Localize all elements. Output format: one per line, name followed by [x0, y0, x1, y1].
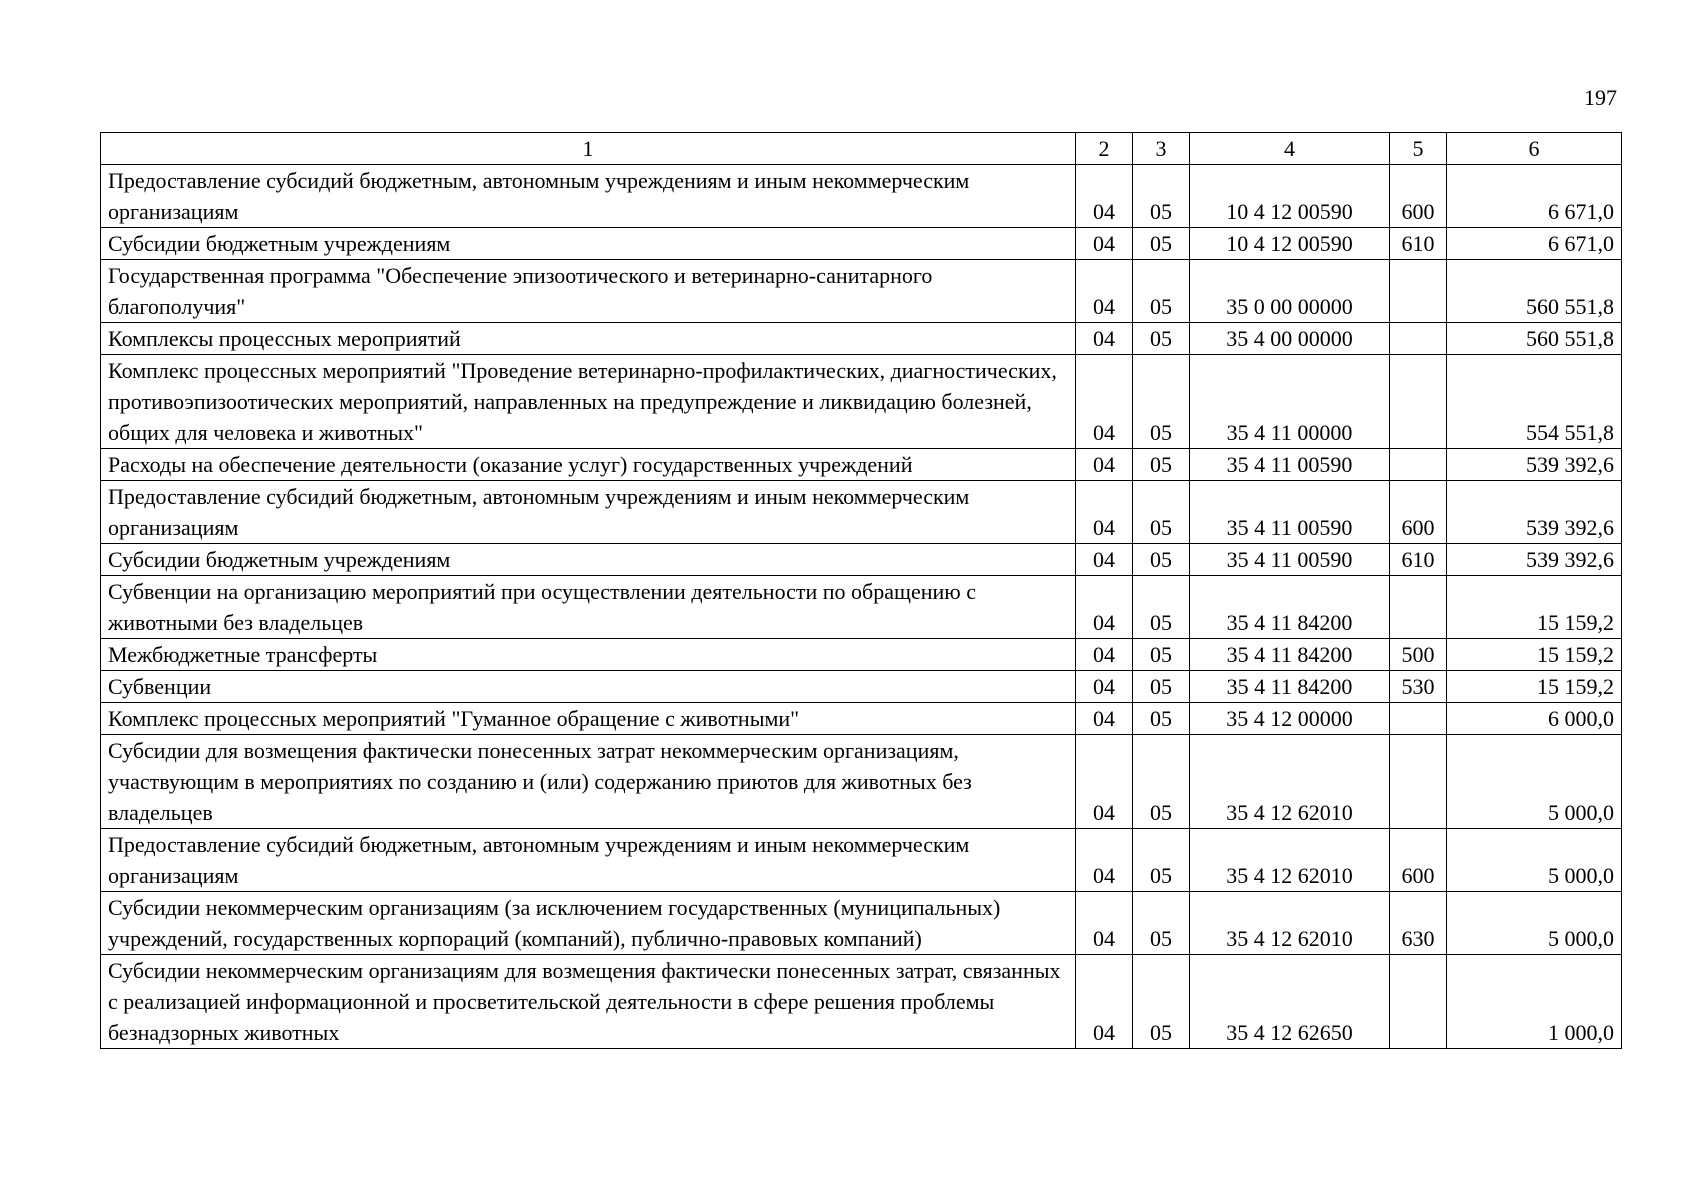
row-description: Комплекс процессных мероприятий "Проведение ветеринарно-профилактических, диагностических, противоэпизоотических мероприятий, направленных на предупреждение и ликвидацию болезней, общих для человека и животных": [101, 355, 1076, 449]
row-expense-type-code: [1390, 576, 1447, 639]
row-section-code: 04: [1076, 323, 1133, 355]
table-row: [101, 703, 1622, 735]
row-description: Субвенции на организацию мероприятий при осуществлении деятельности по обращению с животными без владельцев: [101, 576, 1076, 639]
row-section-code: 04: [1076, 829, 1133, 892]
table-row: [101, 165, 1622, 228]
row-target-article-code: 10 4 12 00590: [1190, 228, 1390, 260]
budget-table: [100, 132, 1622, 1049]
row-subsection-code: 05: [1133, 703, 1190, 735]
row-subsection-code: 05: [1133, 165, 1190, 228]
row-amount: 554 551,8: [1447, 355, 1622, 449]
row-description: Комплексы процессных мероприятий: [101, 323, 1076, 355]
column-header: 6: [1447, 133, 1622, 165]
row-section-code: 04: [1076, 449, 1133, 481]
row-subsection-code: 05: [1133, 735, 1190, 829]
table-row: [101, 355, 1622, 449]
table-row: [101, 260, 1622, 323]
row-description: Субсидии бюджетным учреждениям: [101, 544, 1076, 576]
row-description: Комплекс процессных мероприятий "Гуманное обращение с животными": [101, 703, 1076, 735]
row-target-article-code: 35 4 12 62010: [1190, 735, 1390, 829]
row-expense-type-code: [1390, 955, 1447, 1049]
row-amount: 5 000,0: [1447, 892, 1622, 955]
row-target-article-code: 35 4 12 62650: [1190, 955, 1390, 1049]
row-target-article-code: 35 4 12 00000: [1190, 703, 1390, 735]
table-row: [101, 228, 1622, 260]
row-section-code: 04: [1076, 355, 1133, 449]
row-target-article-code: 35 4 12 62010: [1190, 892, 1390, 955]
table-body: [101, 165, 1622, 1049]
row-subsection-code: 05: [1133, 481, 1190, 544]
row-subsection-code: 05: [1133, 955, 1190, 1049]
row-amount: 5 000,0: [1447, 829, 1622, 892]
row-expense-type-code: 630: [1390, 892, 1447, 955]
row-expense-type-code: [1390, 323, 1447, 355]
row-section-code: 04: [1076, 576, 1133, 639]
row-section-code: 04: [1076, 228, 1133, 260]
row-description: Межбюджетные трансферты: [101, 639, 1076, 671]
row-target-article-code: 35 4 11 84200: [1190, 576, 1390, 639]
row-description: Предоставление субсидий бюджетным, автономным учреждениям и иным некоммерческим организациям: [101, 165, 1076, 228]
row-description: Предоставление субсидий бюджетным, автономным учреждениям и иным некоммерческим организациям: [101, 481, 1076, 544]
table-row: [101, 829, 1622, 892]
column-header: 3: [1133, 133, 1190, 165]
row-amount: 6 671,0: [1447, 228, 1622, 260]
row-target-article-code: 35 4 11 00590: [1190, 449, 1390, 481]
row-target-article-code: 35 4 00 00000: [1190, 323, 1390, 355]
row-amount: 539 392,6: [1447, 481, 1622, 544]
table-row: [101, 323, 1622, 355]
table-row: [101, 576, 1622, 639]
row-section-code: 04: [1076, 544, 1133, 576]
row-amount: 15 159,2: [1447, 639, 1622, 671]
row-expense-type-code: 610: [1390, 544, 1447, 576]
row-target-article-code: 35 4 11 00590: [1190, 544, 1390, 576]
row-subsection-code: 05: [1133, 829, 1190, 892]
row-amount: 539 392,6: [1447, 449, 1622, 481]
column-header: 4: [1190, 133, 1390, 165]
row-subsection-code: 05: [1133, 639, 1190, 671]
row-section-code: 04: [1076, 481, 1133, 544]
row-subsection-code: 05: [1133, 671, 1190, 703]
row-subsection-code: 05: [1133, 323, 1190, 355]
row-description: Государственная программа "Обеспечение эпизоотического и ветеринарно-санитарного благополучия": [101, 260, 1076, 323]
row-section-code: 04: [1076, 639, 1133, 671]
row-description: Субсидии бюджетным учреждениям: [101, 228, 1076, 260]
row-amount: 560 551,8: [1447, 260, 1622, 323]
row-amount: 15 159,2: [1447, 576, 1622, 639]
row-amount: 560 551,8: [1447, 323, 1622, 355]
table-row: [101, 671, 1622, 703]
row-section-code: 04: [1076, 955, 1133, 1049]
row-subsection-code: 05: [1133, 544, 1190, 576]
row-amount: 539 392,6: [1447, 544, 1622, 576]
row-expense-type-code: [1390, 260, 1447, 323]
row-expense-type-code: 500: [1390, 639, 1447, 671]
table-row: [101, 735, 1622, 829]
row-description: Субсидии некоммерческим организациям (за исключением государственных (муниципальных) учреждений, государственных корпораций (компаний), публично-правовых компаний): [101, 892, 1076, 955]
row-amount: 6 671,0: [1447, 165, 1622, 228]
row-target-article-code: 35 0 00 00000: [1190, 260, 1390, 323]
table-row: [101, 639, 1622, 671]
row-amount: 5 000,0: [1447, 735, 1622, 829]
table-row: [101, 544, 1622, 576]
row-subsection-code: 05: [1133, 892, 1190, 955]
row-expense-type-code: 530: [1390, 671, 1447, 703]
row-description: Расходы на обеспечение деятельности (оказание услуг) государственных учреждений: [101, 449, 1076, 481]
row-description: Субсидии для возмещения фактически понесенных затрат некоммерческим организациям, участвующим в мероприятиях по созданию и (или) содержанию приютов для животных без владельцев: [101, 735, 1076, 829]
table-row: [101, 481, 1622, 544]
row-subsection-code: 05: [1133, 228, 1190, 260]
row-section-code: 04: [1076, 165, 1133, 228]
row-description: Предоставление субсидий бюджетным, автономным учреждениям и иным некоммерческим организациям: [101, 829, 1076, 892]
row-subsection-code: 05: [1133, 355, 1190, 449]
row-expense-type-code: [1390, 735, 1447, 829]
row-expense-type-code: 610: [1390, 228, 1447, 260]
row-expense-type-code: [1390, 703, 1447, 735]
row-subsection-code: 05: [1133, 576, 1190, 639]
column-header: 1: [101, 133, 1076, 165]
table-row: [101, 892, 1622, 955]
row-amount: 1 000,0: [1447, 955, 1622, 1049]
table-header-row: [101, 133, 1622, 165]
table-row: [101, 449, 1622, 481]
row-expense-type-code: 600: [1390, 165, 1447, 228]
row-target-article-code: 35 4 11 00590: [1190, 481, 1390, 544]
row-subsection-code: 05: [1133, 260, 1190, 323]
row-target-article-code: 35 4 11 84200: [1190, 671, 1390, 703]
row-description: Субвенции: [101, 671, 1076, 703]
row-target-article-code: 35 4 11 00000: [1190, 355, 1390, 449]
page-number: 197: [1584, 85, 1617, 110]
row-section-code: 04: [1076, 260, 1133, 323]
row-section-code: 04: [1076, 735, 1133, 829]
row-expense-type-code: [1390, 449, 1447, 481]
row-subsection-code: 05: [1133, 449, 1190, 481]
table-row: [101, 955, 1622, 1049]
row-target-article-code: 10 4 12 00590: [1190, 165, 1390, 228]
row-section-code: 04: [1076, 671, 1133, 703]
row-target-article-code: 35 4 11 84200: [1190, 639, 1390, 671]
row-description: Субсидии некоммерческим организациям для возмещения фактически понесенных затрат, связанных с реализацией информационной и просветительской деятельности в сфере решения проблемы безнадзорных животных: [101, 955, 1076, 1049]
row-expense-type-code: 600: [1390, 481, 1447, 544]
row-expense-type-code: [1390, 355, 1447, 449]
row-section-code: 04: [1076, 892, 1133, 955]
row-target-article-code: 35 4 12 62010: [1190, 829, 1390, 892]
row-section-code: 04: [1076, 703, 1133, 735]
row-amount: 15 159,2: [1447, 671, 1622, 703]
row-expense-type-code: 600: [1390, 829, 1447, 892]
row-amount: 6 000,0: [1447, 703, 1622, 735]
column-header: 5: [1390, 133, 1447, 165]
column-header: 2: [1076, 133, 1133, 165]
